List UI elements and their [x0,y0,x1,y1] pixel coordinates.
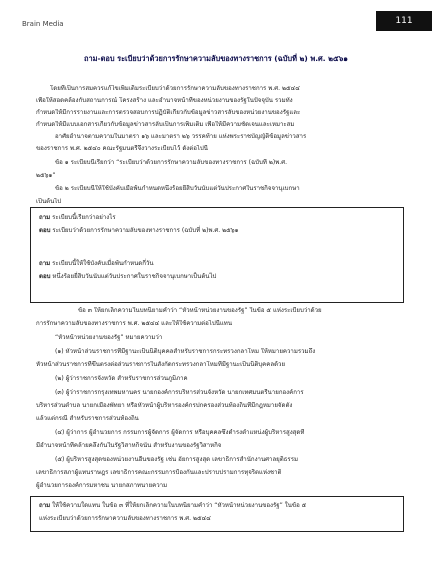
definition-item: (๔) ผู้ว่าการ ผู้อำนวยการ กรรมการผู้จัดการ ผู้จัดการ หรือบุคคลซึ่งดำรงตำแหน่งผู้บริหารสูงสุดที่ [55,429,305,436]
page-number: 111 [376,11,432,31]
clause-2: ข้อ ๒ ระเบียบนี้ให้ใช้บังคับเมื่อพ้นกำหนดหนึ่งร้อยยี่สิบวันนับแต่วันประกาศในราชกิจจานุเบกษา [55,185,300,192]
definition-heading: “หัวหน้าหน่วยงานของรัฐ” หมายความว่า [55,334,163,341]
definition-item-cont: หัวหน้าส่วนราชการที่ขึ้นตรงต่อส่วนราชการในสังกัดกระทรวงกลาโหมที่มีฐานะเป็นนิติบุคคลด้วย [36,361,286,368]
qa-question: ถาม ระเบียบนี้เรียกว่าอย่างไร [39,214,116,221]
definition-item: (๒) ผู้ว่าราชการจังหวัด สำหรับราชการส่วนภูมิภาค [55,375,188,382]
qa-box [30,496,404,532]
page-title: ถาม-ตอบ ระเบียบว่าด้วยการรักษาความลับของทางราชการ (ฉบับที่ ๒) พ.ศ. ๒๕๖๑ [84,54,348,63]
clause-1: ข้อ ๑ ระเบียบนี้เรียกว่า “ระเบียบว่าด้วยการรักษาความลับของทางราชการ (ฉบับที่ ๒)พ.ศ. [55,159,288,166]
definition-item-cont: ผู้อำนวยการองค์การมหาชน นายกสภาทนายความ [36,482,168,489]
intro-line: อาศัยอำนาจตามความในมาตรา ๑๖ และมาตรา ๒๖ วรรคท้าย แห่งพระราชบัญญัติข้อมูลข่าวสาร [55,133,307,140]
definition-item: (๓) ผู้ว่าราชการกรุงเทพมหานคร นายกองค์การบริหารส่วนจังหวัด นายกเทศมนตรีนายกองค์การ [55,389,304,396]
definition-item: (๑) หัวหน้าส่วนราชการที่มีฐานะเป็นนิติบุคคลสำหรับราชการกระทรวงกลาโหม ให้หมายความรวมถึง [55,348,316,355]
intro-line: กำหนดให้มีแบบเอกสารเกี่ยวกับข้อมูลข่าวสารลับเป็นการเพิ่มเติม เพื่อให้มีความชัดเจนและเหมาะสม [36,121,295,128]
definition-item-cont: มีอำนาจหน้าที่คล้ายคลึงกันในรัฐวิสาหกิจนั้น สำหรับงานของรัฐวิสาหกิจ [36,442,222,449]
qa-question-cont: แห่งระเบียบว่าด้วยการรักษาความลับของทางราชการ พ.ศ. ๒๕๔๔ [39,515,211,522]
intro-line: ของราชการ พ.ศ. ๒๕๔๐ คณะรัฐมนตรีจึงวางระเบียบไว้ ดังต่อไปนี้ [36,145,208,152]
intro-line: เพื่อให้สอดคล้องกับสถานการณ์ โครงสร้าง และอำนาจหน้าที่ของหน่วยงานของรัฐในปัจจุบัน รวมทั้ง [36,97,293,104]
definition-item-cont: เลขาธิการสภาผู้แทนราษฎร เลขาธิการคณะกรรมการป้องกันและปราบปรามการทุจริตแห่งชาติ [36,469,282,476]
clause-3: ข้อ ๓ ให้ยกเลิกความในบทนิยามคำว่า “หัวหน้าหน่วยงานของรัฐ” ในข้อ ๕ แห่งระเบียบว่าด้วย [78,307,322,314]
qa-question: ถาม ระเบียบนี้ให้ใช้บังคับเมื่อพ้นกำหนดกี่วัน [39,260,154,267]
qa-question: ถาม ให้ใช้ความใดแทน ในข้อ ๓ ที่ให้ยกเลิกความในบทนิยามคำว่า “หัวหน้าหน่วยงานของรัฐ” ในข้อ ๕ [39,502,307,509]
qa-box [30,207,404,303]
clause-2-cont: เป็นต้นไป [36,198,62,205]
intro-line: กำหนดให้มีการรายงานและการตรวจสอบการปฏิบัติเกี่ยวกับข้อมูลข่าวสารลับของหน่วยงานของรัฐและ [36,109,301,116]
definition-item-cont: แล้วแต่กรณี สำหรับราชการส่วนท้องถิ่น [36,415,139,422]
definition-item-cont: บริหารส่วนตำบล นายกเมืองพัทยา หรือหัวหน้าผู้บริหารองค์กรปกครองส่วนท้องถิ่นที่มีกฎหมายจัดตั้ง [36,402,293,409]
intro-line: โดยที่เป็นการสมควรแก้ไขเพิ่มเติมระเบียบว่าด้วยการรักษาความลับของทางราชการ พ.ศ. ๒๕๔๔ [50,85,300,92]
header-brand: Brain Media [22,20,64,28]
qa-answer: ตอบ หนึ่งร้อยยี่สิบวันนับแต่วันประกาศในราชกิจจานุเบกษาเป็นต้นไป [39,273,217,280]
clause-3-cont: การรักษาความลับของทางราชการ พ.ศ. ๒๕๔๔ และให้ใช้ความต่อไปนี้แทน [36,320,232,327]
clause-1-cont: ๒๕๖๑” [36,172,56,179]
qa-answer: ตอบ ระเบียบว่าด้วยการรักษาความลับของทางราชการ (ฉบับที่ ๒)พ.ศ. ๒๕๖๑ [39,227,239,234]
definition-item: (๕) ผู้บริหารสูงสุดของหน่วยงานอื่นของรัฐ เช่น อัยการสูงสุด เลขาธิการสำนักงานศาลยุติธรรม [55,456,298,463]
